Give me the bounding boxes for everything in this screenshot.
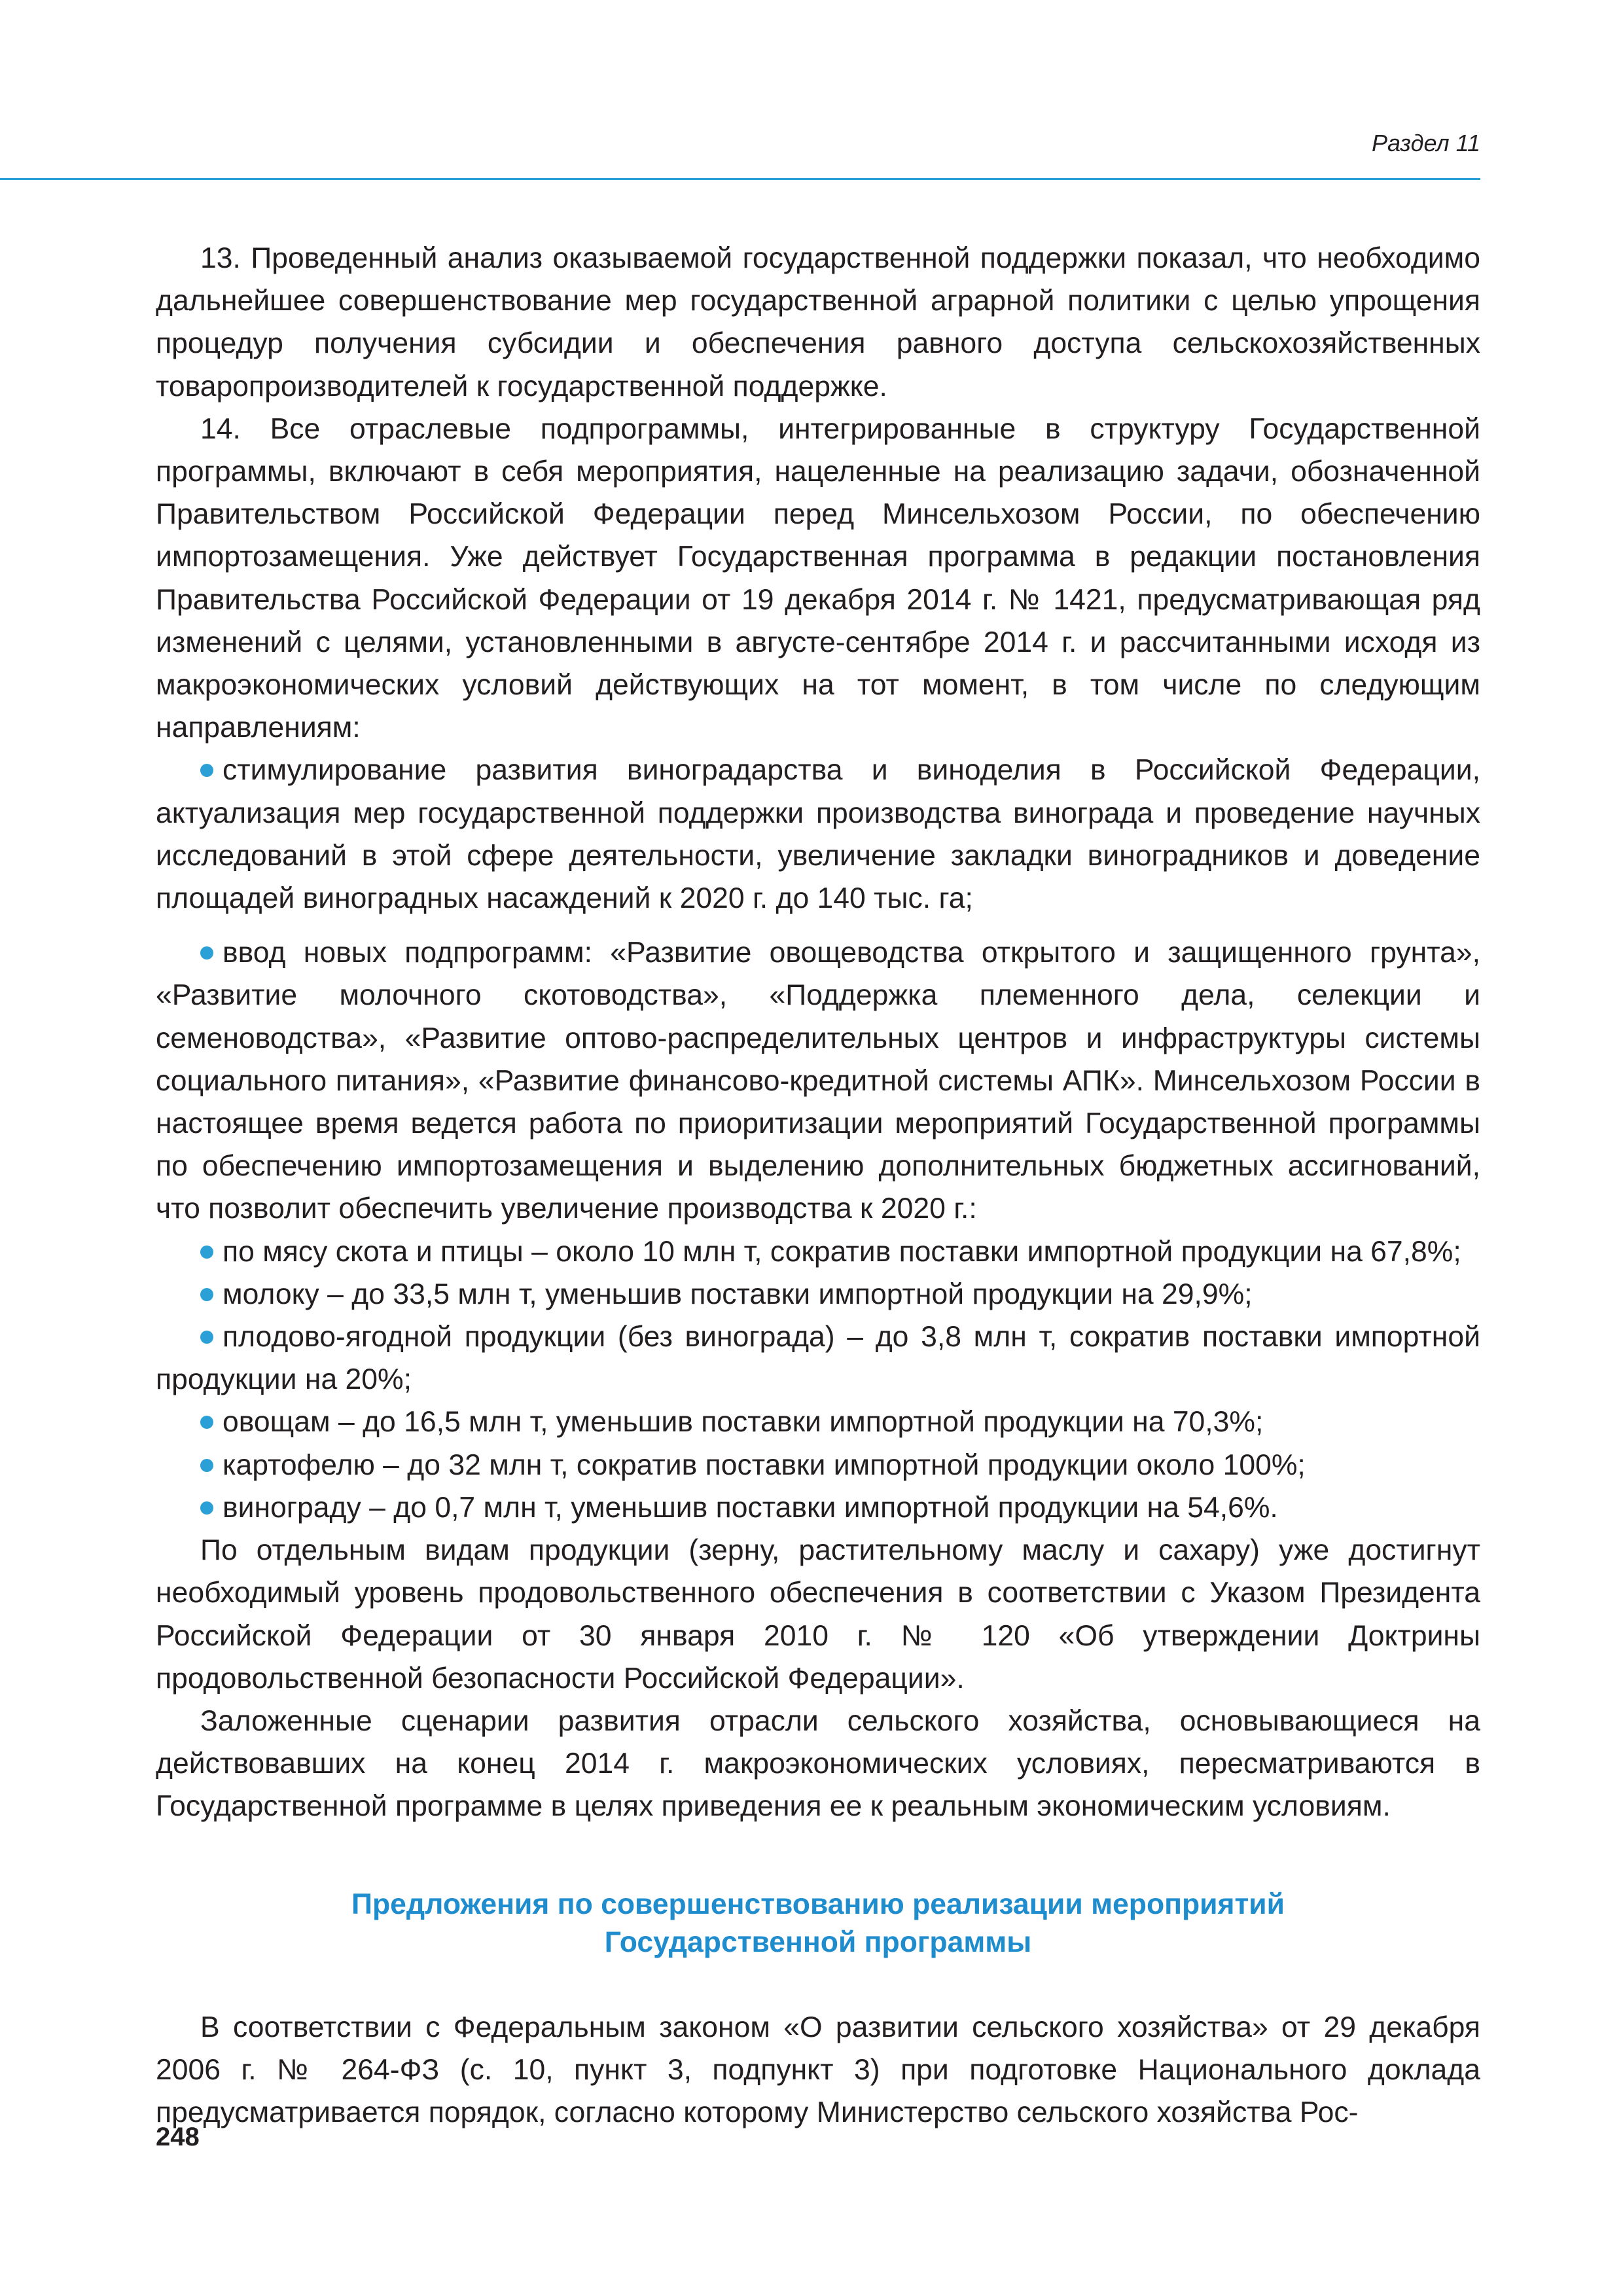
bullet-icon bbox=[200, 1459, 213, 1472]
bullet-icon bbox=[200, 1416, 213, 1429]
list-item-text: картофелю – до 32 млн т, сократив поставки импортной продукции около 100%; bbox=[223, 1448, 1306, 1481]
list-item bbox=[156, 1401, 1480, 1443]
paragraph-products: По отдельным видам продукции (зерну, растительному маслу и сахару) уже достигнут необходимый уровень продовольственного обеспечения в соответствии с Указом Президента Российской Федерации от 30 января 2010 г. № 120 «Об утверждении Доктрины продовольственной безопасности Российской Федерации». bbox=[156, 1534, 1480, 1695]
paragraph-law: В соответствии с Федеральным законом «О развитии сельского хозяйства» от 29 декабря 2006 г. № 264-ФЗ (с. 10, пункт 3, подпункт 3) при подготовке Национального доклада предусматривается порядок, согласно которому Министерство сельского хозяйства Рос- bbox=[156, 2011, 1480, 2128]
section-heading bbox=[156, 1886, 1480, 1962]
paragraph-14: 14. Все отраслевые подпрограммы, интегрированные в структуру Государственной программы, включают в себя мероприятия, нацеленные на реализацию задачи, обозначенной Правительством Российской Федерации перед Минсельхозом России, по обеспечению импортозамещения. Уже действует Государственная программа в редакции постановления Правительства Российской Федерации от 19 декабря 2014 г. № 1421, предусматривающая ряд изменений с целями, установленными в августе-сентябре 2014 г. и рассчитанными исходя из макроэкономических условий действующих на тот момент, в том числе по следующим направлениям: bbox=[156, 412, 1480, 744]
section-heading-line: Предложения по совершенствованию реализации мероприятий bbox=[351, 1888, 1285, 1920]
header-rule bbox=[0, 178, 1480, 180]
running-head: Раздел 11 bbox=[1372, 130, 1480, 156]
list-item-text: плодово-ягодной продукции (без винограда) – до 3,8 млн т, сократив поставки импортной продукции на 20%; bbox=[156, 1321, 1480, 1396]
list-item-text: стимулирование развития виноградарства и виноделия в Российской Федерации, актуализация мер государственной поддержки производства винограда и проведение научных исследований в этой сфере деятельности, увеличение закладки виноградников и доведение площадей виноградных насаждений к 2020 г. до 140 тыс. га; bbox=[156, 754, 1480, 915]
list-item bbox=[156, 1230, 1480, 1273]
bullet-icon bbox=[200, 946, 213, 960]
list-item bbox=[156, 1486, 1480, 1529]
page-body bbox=[156, 237, 1480, 2134]
paragraph-13: 13. Проведенный анализ оказываемой государственной поддержки показал, что необходимо дальнейшее совершенствование мер государственной аграрной политики с целью упрощения процедур получения субсидии и обеспечения равного доступа сельскохозяйственных товаропроизводителей к государственной поддержке. bbox=[156, 242, 1480, 403]
bullet-icon bbox=[200, 1331, 213, 1344]
page-number: 248 bbox=[156, 2123, 200, 2151]
list-item-text: молоку – до 33,5 млн т, уменьшив поставки импортной продукции на 29,9%; bbox=[223, 1278, 1253, 1310]
list-item bbox=[156, 1444, 1480, 1486]
bullet-icon bbox=[200, 764, 213, 777]
list-item bbox=[156, 1273, 1480, 1316]
list-item bbox=[156, 1316, 1480, 1401]
bullet-icon bbox=[200, 1246, 213, 1259]
list-item-text: винограду – до 0,7 млн т, уменьшив поставки импортной продукции на 54,6%. bbox=[223, 1491, 1278, 1524]
list-item-text: ввод новых подпрограмм: «Развитие овощеводства открытого и защищенного грунта», «Развитие молочного скотоводства», «Поддержка племенного дела, селекции и семеноводства», «Развитие оптово-распределительных центров и инфраструктуры системы социального питания», «Развитие финансово-кредитной системы АПК». Минсельхозом России в настоящее время ведется работа по приоритизации мероприятий Государственной программы по обеспечению импортозамещения и выделению дополнительных бюджетных ассигнований, что позволит обеспечить увеличение производства к 2020 г.: bbox=[156, 937, 1480, 1225]
section-heading-line: Государственной программы bbox=[604, 1926, 1032, 1958]
bullet-icon bbox=[200, 1501, 213, 1515]
list-item bbox=[156, 749, 1480, 920]
list-item-text: по мясу скота и птицы – около 10 млн т, сократив поставки импортной продукции на 67,8%; bbox=[223, 1235, 1461, 1268]
list-item-text: овощам – до 16,5 млн т, уменьшив поставки импортной продукции на 70,3%; bbox=[223, 1406, 1264, 1439]
paragraph-scenarios: Заложенные сценарии развития отрасли сельского хозяйства, основывающиеся на действовавших на конец 2014 г. макроэкономических условиях, пересматриваются в Государственной программе в целях приведения ее к реальным экономическим условиям. bbox=[156, 1704, 1480, 1823]
list-item bbox=[156, 931, 1480, 1230]
bullet-icon bbox=[200, 1288, 213, 1301]
